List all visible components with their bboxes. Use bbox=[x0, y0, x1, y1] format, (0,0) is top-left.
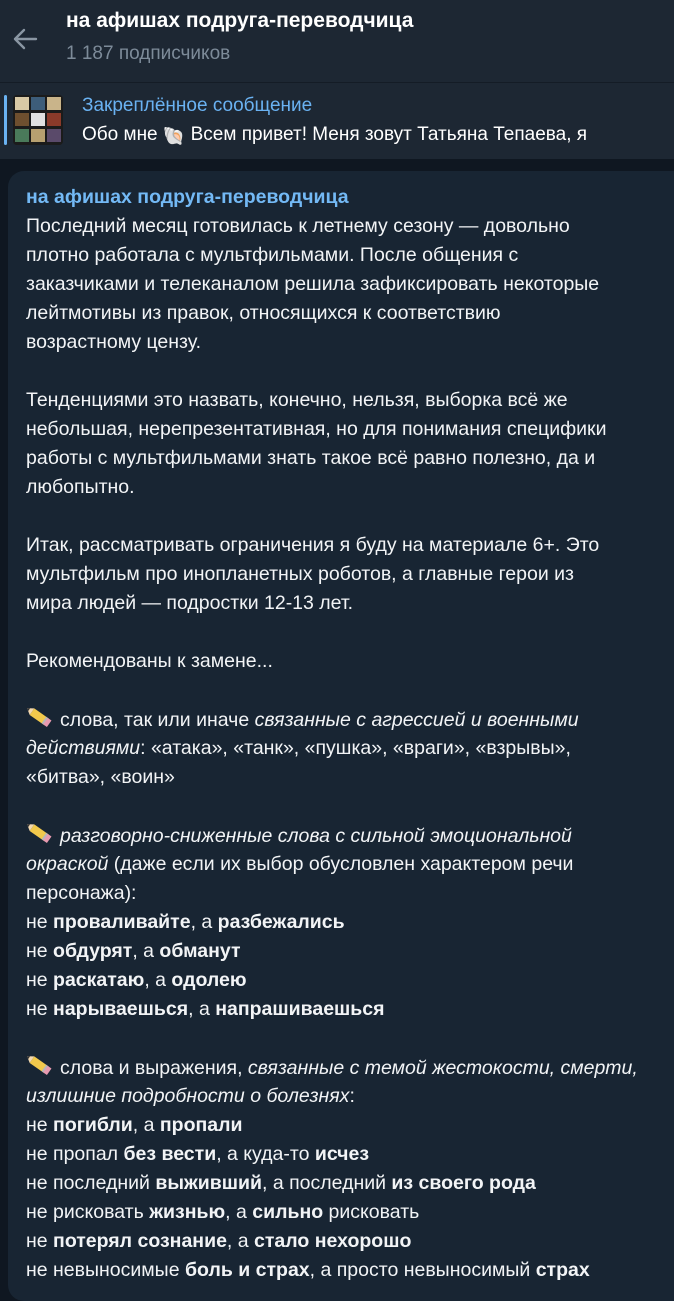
pair-text: , а bbox=[190, 911, 218, 933]
pair-text: не bbox=[26, 998, 54, 1020]
pair-bold: пропали bbox=[159, 1114, 243, 1136]
text-line: возрастному цензу. bbox=[26, 331, 201, 353]
pencil-emoji-icon bbox=[26, 821, 56, 847]
bullet-line bbox=[26, 850, 674, 879]
message-author[interactable]: на афишах подруга-переводчица bbox=[26, 186, 349, 208]
pinned-preview-prefix: Обо мне bbox=[82, 124, 158, 145]
text-line: плотно работала с мультфильмами. После общения с bbox=[26, 244, 519, 266]
message-text bbox=[26, 212, 674, 1285]
text-line: Тенденциями это назвать, конечно, нельзя, выборка всё же bbox=[26, 389, 568, 411]
bullet-line bbox=[26, 821, 674, 850]
pinned-preview-text: Всем привет! Меня зовут Татьяна Тепаева, я bbox=[190, 124, 588, 145]
shell-emoji-icon: 🐚 bbox=[162, 126, 186, 146]
channel-title[interactable]: на афишах подруга-переводчица bbox=[66, 9, 414, 32]
pair-bold: из своего рода bbox=[391, 1172, 536, 1194]
pair-bold: боль и страх bbox=[184, 1259, 310, 1281]
pair-bold: нарываешься bbox=[53, 998, 189, 1020]
pencil-emoji-icon bbox=[26, 1053, 56, 1079]
bullet-italic: связанные с темой жестокости, смерти, bbox=[247, 1057, 638, 1079]
pair-bold: страх bbox=[535, 1259, 590, 1281]
bullet-text: слова, так или иначе bbox=[60, 709, 255, 731]
pair-text: не невыносимые bbox=[26, 1259, 185, 1281]
bullet-text: : bbox=[349, 1085, 355, 1107]
bullet-line bbox=[26, 705, 674, 734]
pair-line bbox=[26, 1169, 674, 1198]
pinned-label: Закреплённое сообщение bbox=[82, 95, 313, 116]
pair-text: не bbox=[26, 969, 54, 991]
pair-bold: потерял сознание bbox=[53, 1230, 227, 1252]
pair-bold: обдурят bbox=[53, 940, 133, 962]
pair-line bbox=[26, 908, 674, 937]
pair-text: не bbox=[26, 940, 54, 962]
pair-text: , а последний bbox=[262, 1172, 392, 1194]
pair-text: , а bbox=[225, 1201, 253, 1223]
pair-bold: одолею bbox=[171, 969, 247, 991]
pair-text: не bbox=[26, 1114, 54, 1136]
subscriber-count: 1 187 подписчиков bbox=[66, 43, 231, 64]
pinned-thumbnail bbox=[13, 95, 63, 145]
text-line: любопытно. bbox=[26, 476, 135, 498]
text-line: лейтмотивы из правок, относящихся к соответствию bbox=[26, 302, 501, 324]
pair-text: , а bbox=[132, 1114, 160, 1136]
pair-line bbox=[26, 966, 674, 995]
bullet-text: слова и выражения, bbox=[60, 1057, 248, 1079]
text-line: Итак, рассматривать ограничения я буду на материале 6+. Это bbox=[26, 534, 600, 556]
pencil-emoji-icon bbox=[26, 705, 56, 731]
pair-line bbox=[26, 1256, 674, 1285]
text-line: работы с мультфильмами знать такое всё равно полезно, да и bbox=[26, 447, 596, 469]
pair-line bbox=[26, 1111, 674, 1140]
pair-line bbox=[26, 937, 674, 966]
pair-text: , а просто невыносимый bbox=[309, 1259, 536, 1281]
pair-line bbox=[26, 1140, 674, 1169]
text-line: мультфильм про инопланетных роботов, а главные герои из bbox=[26, 563, 574, 585]
pinned-message-bar[interactable] bbox=[0, 82, 674, 160]
text-line: небольшая, нерепрезентативная, но для понимания специфики bbox=[26, 418, 607, 440]
text-line: заказчиками и телеканалом решила зафиксировать некоторые bbox=[26, 273, 600, 295]
pair-bold: разбежались bbox=[217, 911, 345, 933]
bullet-italic: действиями bbox=[26, 737, 141, 759]
bullet-italic: связанные с агрессией и военными bbox=[254, 709, 579, 731]
pinned-preview bbox=[82, 124, 674, 147]
pair-bold: проваливайте bbox=[53, 911, 191, 933]
pair-text: не bbox=[26, 1230, 54, 1252]
pair-text: , а bbox=[226, 1230, 255, 1252]
pair-bold: исчез bbox=[314, 1143, 370, 1165]
arrow-left-icon[interactable] bbox=[10, 24, 40, 54]
bullet-line bbox=[26, 1053, 674, 1082]
text-line: Последний месяц готовилась к летнему сезону — довольно bbox=[26, 215, 570, 237]
pair-bold: обманут bbox=[159, 940, 241, 962]
pair-line bbox=[26, 995, 674, 1024]
bullet-italic: разговорно-сниженные слова с сильной эмоциональной bbox=[60, 825, 572, 847]
text-line: мира людей — подростки 12-13 лет. bbox=[26, 592, 354, 614]
pair-bold: сильно bbox=[252, 1201, 324, 1223]
pair-bold: стало нехорошо bbox=[254, 1230, 412, 1252]
bullet-italic: окраской bbox=[26, 853, 109, 875]
pair-bold: напрашиваешься bbox=[215, 998, 385, 1020]
pair-text: , а bbox=[188, 998, 216, 1020]
channel-header bbox=[0, 0, 674, 82]
bullet-text: : «атака», «танк», «пушка», «враги», «взрывы», bbox=[140, 737, 571, 759]
pair-text: не последний bbox=[26, 1172, 156, 1194]
pair-text: не пропал bbox=[26, 1143, 124, 1165]
pair-bold: без вести bbox=[123, 1143, 217, 1165]
bullet-line bbox=[26, 1082, 674, 1111]
pair-text: , а bbox=[132, 940, 160, 962]
text-line: Рекомендованы к замене... bbox=[26, 650, 273, 672]
pair-bold: выживший bbox=[155, 1172, 263, 1194]
pair-line bbox=[26, 1198, 674, 1227]
pair-bold: жизнью bbox=[149, 1201, 226, 1223]
pair-text: не bbox=[26, 911, 54, 933]
pair-bold: погибли bbox=[53, 1114, 133, 1136]
pair-line bbox=[26, 1227, 674, 1256]
bullet-line: персонажа): bbox=[26, 882, 137, 904]
pinned-indicator bbox=[4, 95, 7, 145]
pair-text: , а bbox=[144, 969, 172, 991]
pair-text: не рисковать bbox=[26, 1201, 150, 1223]
bullet-line: «битва», «воин» bbox=[26, 766, 175, 788]
bullet-line bbox=[26, 734, 674, 763]
pair-text: рисковать bbox=[323, 1201, 420, 1223]
pair-bold: раскатаю bbox=[53, 969, 145, 991]
bullet-italic: излишние подробности о болезнях bbox=[26, 1085, 350, 1107]
pair-text: , а куда-то bbox=[216, 1143, 315, 1165]
bullet-text: (даже если их выбор обусловлен характером речи bbox=[108, 853, 574, 875]
